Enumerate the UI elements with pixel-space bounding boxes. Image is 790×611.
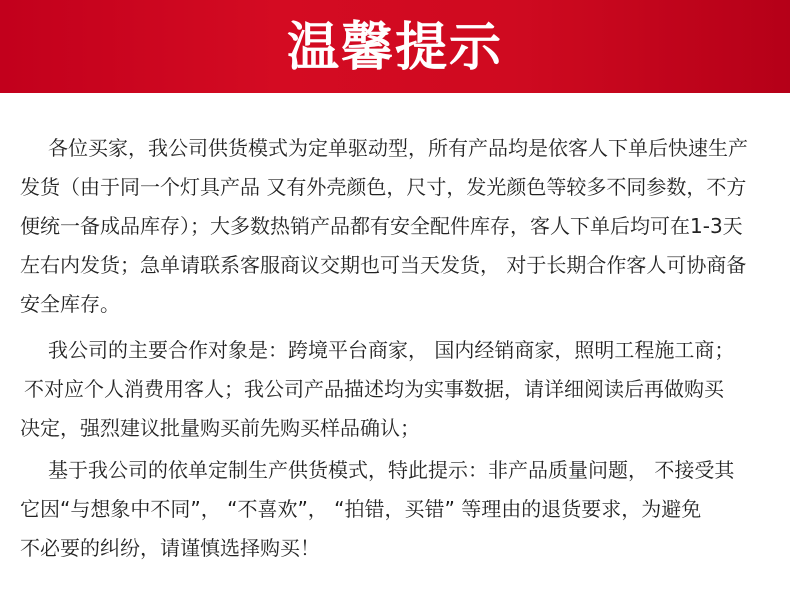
notice-line: 我公司的主要合作对象是：跨境平台商家， 国内经销商家，照明工程施工商； — [48, 338, 735, 362]
notice-line: 发货（由于同一个灯具产品 又有外壳颜色，尺寸，发光颜色等较多不同参数，不方 — [20, 175, 747, 199]
header-banner — [0, 0, 790, 93]
notice-line: 它因“与想象中不同”， “不喜欢”， “拍错，买错” 等理由的退货要求，为避免 — [20, 497, 702, 521]
notice-line: 便统一备成品库存）；大多数热销产品都有安全配件库存，客人下单后均可在1-3天 — [20, 214, 743, 238]
notice-content — [0, 93, 790, 611]
notice-line: 各位买家，我公司供货模式为定单驱动型，所有产品均是依客人下单后快速生产 — [48, 136, 748, 160]
banner-title: 温馨提示 — [286, 17, 503, 78]
notice-line: 决定，强烈建议批量购买前先购买样品确认； — [20, 416, 420, 440]
notice-line: 基于我公司的依单定制生产供货模式，特此提示：非产品质量问题， 不接受其 — [48, 458, 735, 482]
notice-line: 安全库存。 — [20, 292, 120, 316]
notice-line: 不必要的纠纷，请谨慎选择购买！ — [20, 536, 320, 560]
notice-line: 左右内发货；急单请联系客服商议交期也可当天发货， 对于长期合作客人可协商备 — [20, 253, 747, 277]
notice-line: 不对应个人消费用客人；我公司产品描述均为实事数据，请详细阅读后再做购买 — [24, 377, 724, 401]
